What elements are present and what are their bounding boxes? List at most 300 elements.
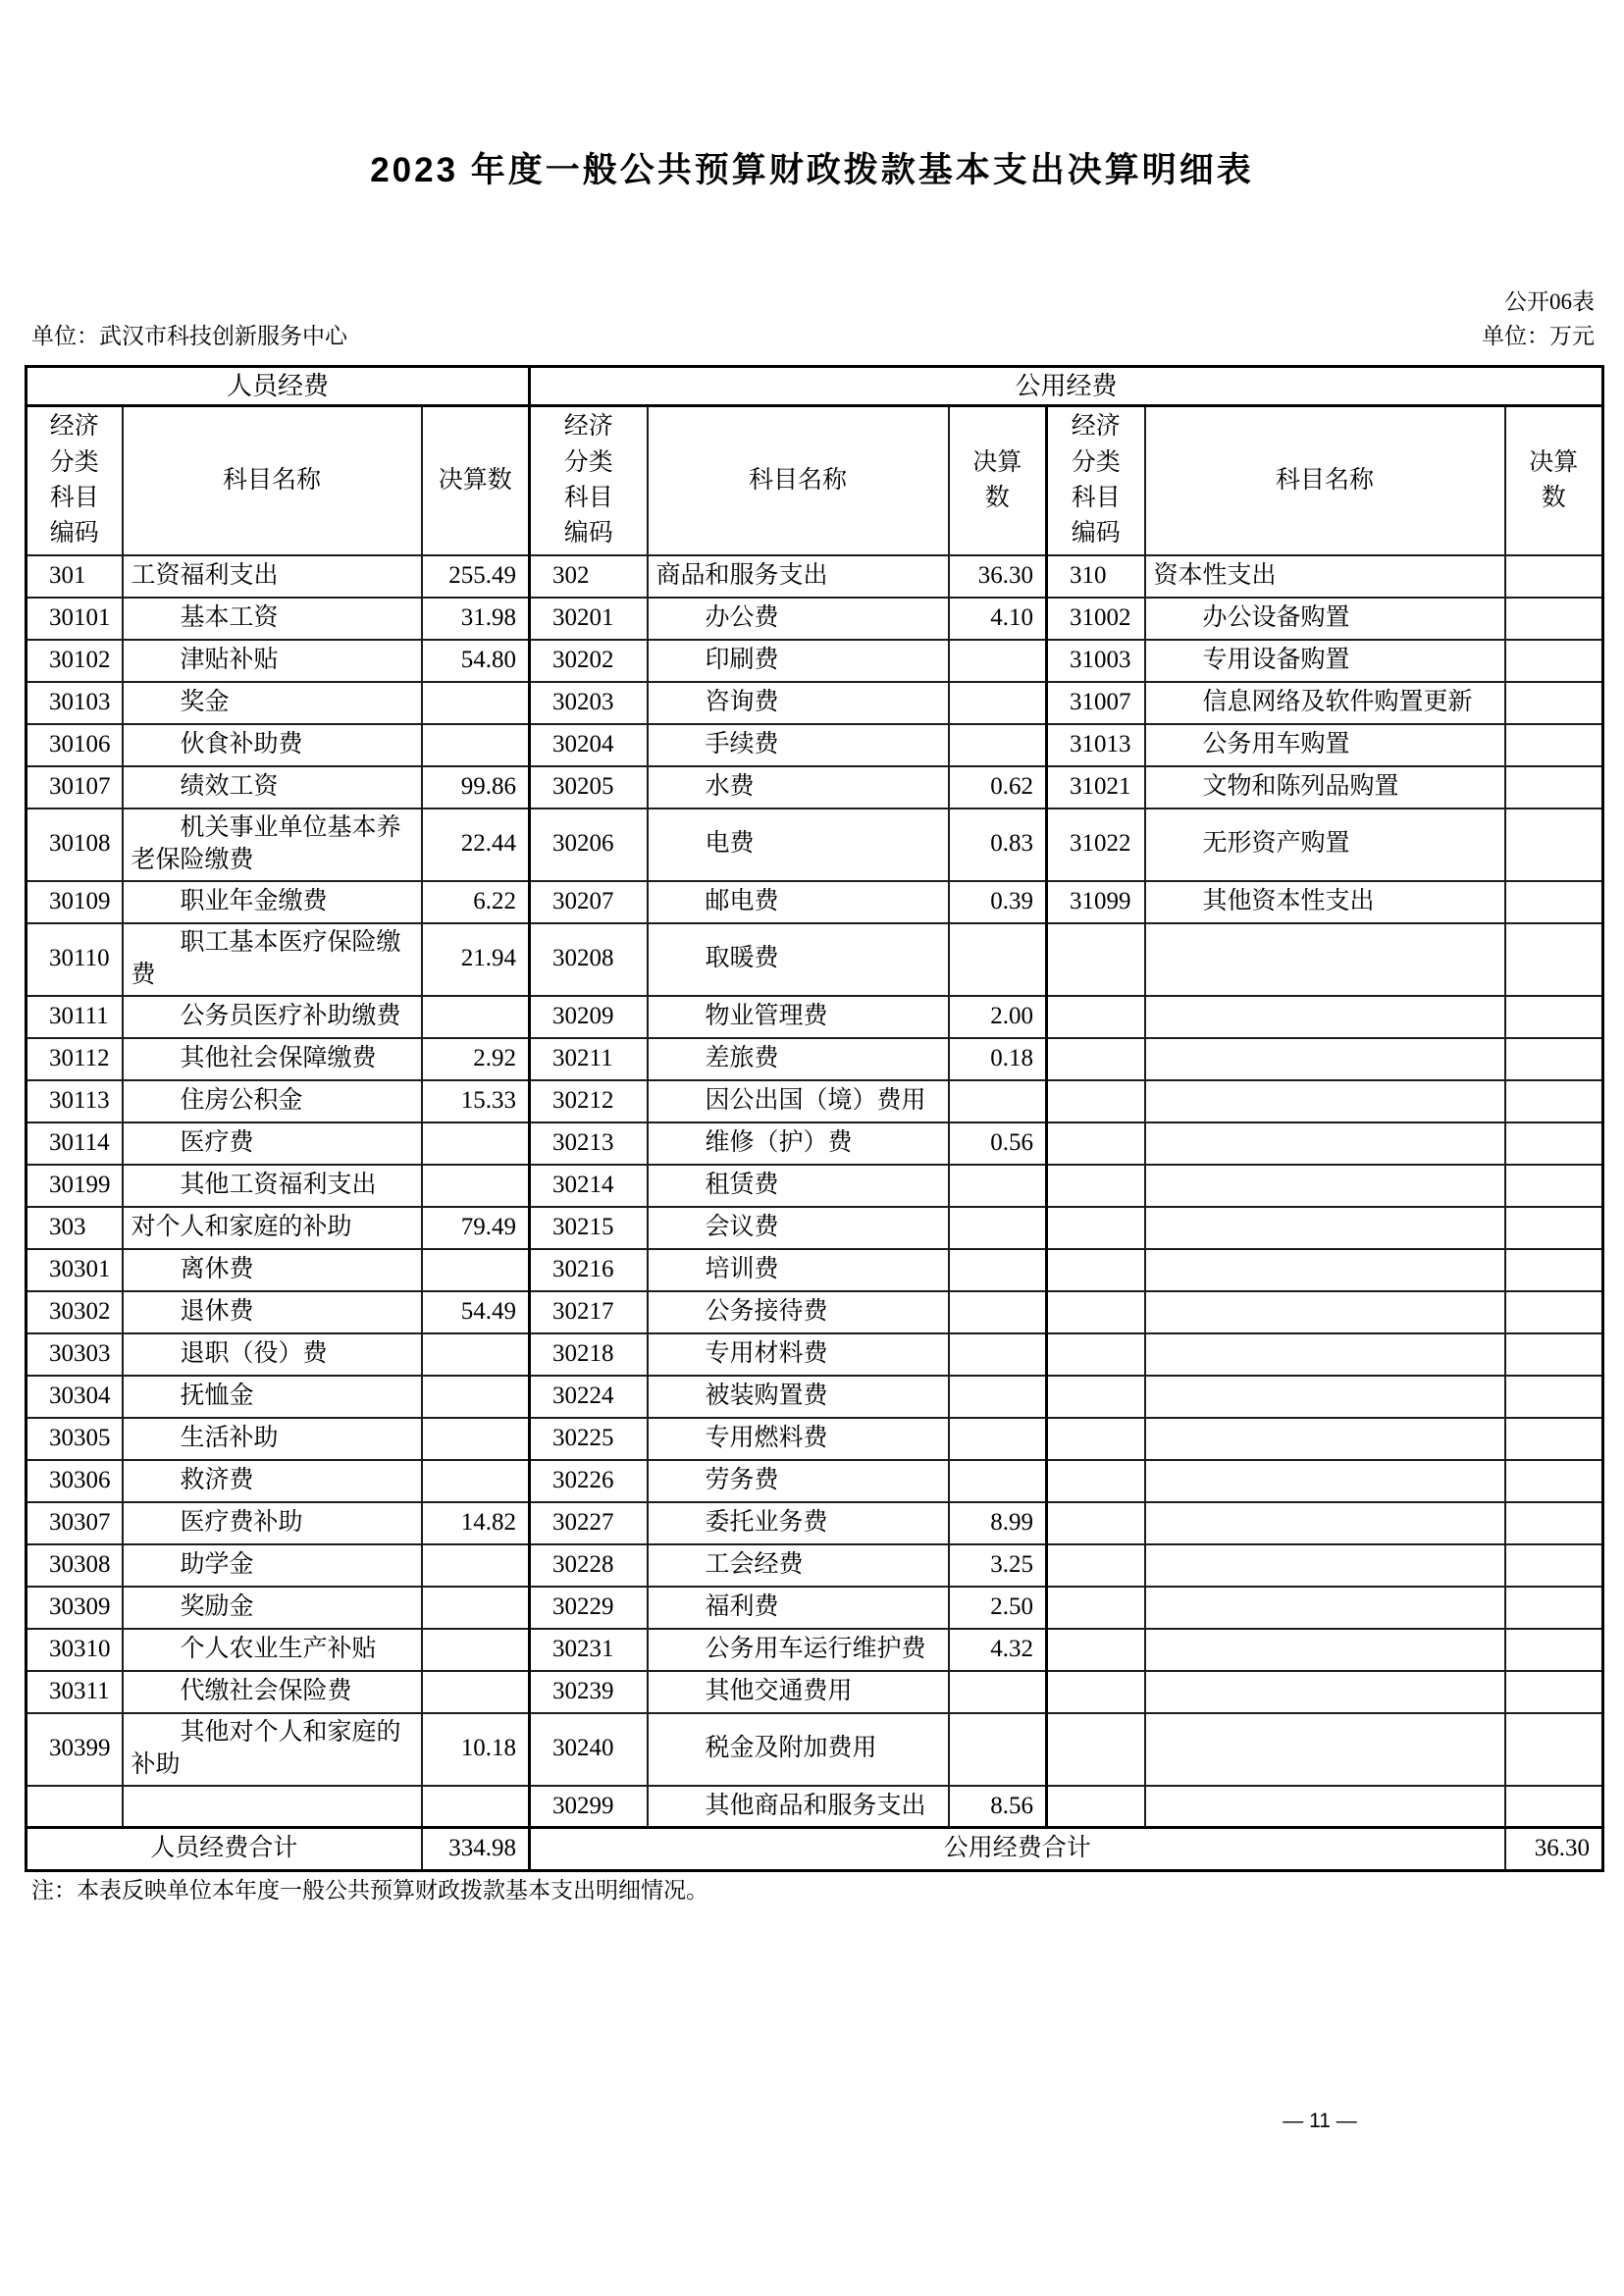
code-cell [1047, 923, 1145, 996]
code-cell: 30202 [530, 640, 648, 682]
amount-cell: 8.99 [949, 1502, 1047, 1544]
amount-cell [1505, 881, 1603, 923]
subject-cell: 伙食补助费 [123, 724, 422, 766]
code-cell: 30304 [26, 1376, 123, 1418]
amount-cell [949, 1460, 1047, 1502]
subject-cell: 医疗费 [123, 1122, 422, 1165]
code-cell [1047, 1713, 1145, 1786]
code-cell: 30303 [26, 1333, 123, 1376]
amount-cell: 31.98 [422, 598, 530, 640]
amount-cell [1505, 682, 1603, 724]
subject-cell: 奖励金 [123, 1587, 422, 1629]
subject-cell: 代缴社会保险费 [123, 1671, 422, 1713]
amount-cell: 14.82 [422, 1502, 530, 1544]
amount-cell: 4.10 [949, 598, 1047, 640]
code-cell: 30102 [26, 640, 123, 682]
amount-cell: 0.18 [949, 1038, 1047, 1080]
public-total-value: 36.30 [1505, 1828, 1603, 1871]
subject-cell: 公务用车运行维护费 [648, 1629, 949, 1671]
code-cell: 30308 [26, 1544, 123, 1587]
subject-cell: 印刷费 [648, 640, 949, 682]
subject-cell: 津贴补贴 [123, 640, 422, 682]
col-header-name-2: 科目名称 [648, 406, 949, 555]
code-cell [1047, 1038, 1145, 1080]
page-number: — 11 — [1283, 2110, 1357, 2132]
code-cell: 30310 [26, 1629, 123, 1671]
table-row [26, 1291, 1603, 1333]
amount-cell [422, 1671, 530, 1713]
code-cell [1047, 1291, 1145, 1333]
group-header-personnel: 人员经费 [26, 367, 530, 406]
amount-cell [949, 1671, 1047, 1713]
subject-cell [1145, 1544, 1505, 1587]
subject-cell: 其他商品和服务支出 [648, 1786, 949, 1828]
amount-cell [1505, 996, 1603, 1038]
code-cell: 30201 [530, 598, 648, 640]
subject-cell: 劳务费 [648, 1460, 949, 1502]
table-row [26, 1249, 1603, 1291]
amount-cell: 99.86 [422, 766, 530, 809]
amount-cell [422, 1418, 530, 1460]
subject-cell: 其他工资福利支出 [123, 1165, 422, 1207]
code-cell: 30216 [530, 1249, 648, 1291]
subject-cell: 办公设备购置 [1145, 598, 1505, 640]
table-row [26, 1038, 1603, 1080]
code-cell: 301 [26, 555, 123, 598]
subject-cell [1145, 996, 1505, 1038]
table-row [26, 555, 1603, 598]
subject-cell: 对个人和家庭的补助 [123, 1207, 422, 1249]
subject-cell: 医疗费补助 [123, 1502, 422, 1544]
table-row [26, 598, 1603, 640]
amount-cell: 0.83 [949, 809, 1047, 881]
code-cell: 30307 [26, 1502, 123, 1544]
amount-cell: 255.49 [422, 555, 530, 598]
code-cell: 30228 [530, 1544, 648, 1587]
amount-cell [422, 996, 530, 1038]
subject-cell [1145, 1165, 1505, 1207]
code-cell: 30215 [530, 1207, 648, 1249]
amount-cell [422, 1786, 530, 1828]
code-cell: 30229 [530, 1587, 648, 1629]
amount-cell [422, 1376, 530, 1418]
subject-cell: 退休费 [123, 1291, 422, 1333]
subject-cell: 其他社会保障缴费 [123, 1038, 422, 1080]
code-cell [1047, 1122, 1145, 1165]
amount-cell [1505, 1249, 1603, 1291]
amount-cell [422, 1165, 530, 1207]
code-cell [1047, 1080, 1145, 1122]
subject-cell: 委托业务费 [648, 1502, 949, 1544]
subject-cell [1145, 1080, 1505, 1122]
amount-cell [1505, 598, 1603, 640]
table-row [26, 1629, 1603, 1671]
amount-cell [1505, 1460, 1603, 1502]
personnel-total-value: 334.98 [422, 1828, 530, 1871]
code-cell: 31099 [1047, 881, 1145, 923]
col-header-amount-1: 决算数 [422, 406, 530, 555]
subject-cell: 助学金 [123, 1544, 422, 1587]
amount-cell [949, 724, 1047, 766]
amount-cell [1505, 1165, 1603, 1207]
group-header-public: 公用经费 [530, 367, 1603, 406]
amount-cell [1505, 923, 1603, 996]
amount-cell [949, 1418, 1047, 1460]
code-cell [1047, 1587, 1145, 1629]
subject-cell: 其他资本性支出 [1145, 881, 1505, 923]
code-cell: 310 [1047, 555, 1145, 598]
amount-cell [1505, 1713, 1603, 1786]
code-cell: 30399 [26, 1713, 123, 1786]
amount-cell [949, 1291, 1047, 1333]
col-header-amount-3: 决算数 [1505, 406, 1603, 555]
table-code-label: 公开06表 [1504, 289, 1595, 314]
amount-cell [1505, 1333, 1603, 1376]
amount-cell [949, 1165, 1047, 1207]
code-cell: 30299 [530, 1786, 648, 1828]
amount-cell: 54.49 [422, 1291, 530, 1333]
subject-cell [1145, 1629, 1505, 1671]
table-row [26, 1418, 1603, 1460]
subject-cell: 被装购置费 [648, 1376, 949, 1418]
amount-cell: 2.00 [949, 996, 1047, 1038]
code-cell: 30213 [530, 1122, 648, 1165]
col-header-name-3: 科目名称 [1145, 406, 1505, 555]
amount-cell [1505, 1080, 1603, 1122]
code-cell: 30217 [530, 1291, 648, 1333]
code-cell [1047, 1502, 1145, 1544]
subject-cell [1145, 1333, 1505, 1376]
table-row [26, 1080, 1603, 1122]
amount-cell: 2.50 [949, 1587, 1047, 1629]
table-row [26, 1502, 1603, 1544]
subject-cell [1145, 1460, 1505, 1502]
group-header-row [26, 367, 1603, 406]
amount-cell [1505, 1544, 1603, 1587]
code-cell: 31002 [1047, 598, 1145, 640]
subject-cell: 个人农业生产补贴 [123, 1629, 422, 1671]
code-cell: 30113 [26, 1080, 123, 1122]
amount-cell [949, 1080, 1047, 1122]
subject-cell [1145, 1671, 1505, 1713]
amount-cell [422, 1544, 530, 1587]
subject-cell: 信息网络及软件购置更新 [1145, 682, 1505, 724]
subject-cell: 专用燃料费 [648, 1418, 949, 1460]
amount-cell [949, 1249, 1047, 1291]
subject-cell: 维修（护）费 [648, 1122, 949, 1165]
subject-cell [1145, 1122, 1505, 1165]
code-cell: 302 [530, 555, 648, 598]
subject-cell: 邮电费 [648, 881, 949, 923]
amount-cell [949, 1333, 1047, 1376]
subject-cell: 无形资产购置 [1145, 809, 1505, 881]
subject-cell: 手续费 [648, 724, 949, 766]
subject-cell: 生活补助 [123, 1418, 422, 1460]
amount-cell: 15.33 [422, 1080, 530, 1122]
code-cell: 30231 [530, 1629, 648, 1671]
subject-cell: 差旅费 [648, 1038, 949, 1080]
subject-cell: 职业年金缴费 [123, 881, 422, 923]
subject-cell: 救济费 [123, 1460, 422, 1502]
code-cell: 30107 [26, 766, 123, 809]
table-row [26, 682, 1603, 724]
code-cell: 30211 [530, 1038, 648, 1080]
table-row [26, 766, 1603, 809]
col-header-code-1: 经济分类科目编码 [26, 406, 123, 555]
amount-cell [1505, 1376, 1603, 1418]
amount-cell: 10.18 [422, 1713, 530, 1786]
table-row [26, 996, 1603, 1038]
subject-cell: 咨询费 [648, 682, 949, 724]
subject-cell [1145, 1418, 1505, 1460]
subject-cell: 职工基本医疗保险缴费 [123, 923, 422, 996]
code-cell: 30218 [530, 1333, 648, 1376]
table-row [26, 724, 1603, 766]
code-cell [1047, 1207, 1145, 1249]
totals-row [26, 1828, 1603, 1871]
subject-cell: 离休费 [123, 1249, 422, 1291]
table-row [26, 1333, 1603, 1376]
code-cell [26, 1786, 123, 1828]
code-cell [1047, 1629, 1145, 1671]
amount-cell [422, 1333, 530, 1376]
code-cell: 30309 [26, 1587, 123, 1629]
code-cell: 30227 [530, 1502, 648, 1544]
subject-cell: 办公费 [648, 598, 949, 640]
col-header-amount-2: 决算数 [949, 406, 1047, 555]
code-cell: 30301 [26, 1249, 123, 1291]
code-cell: 30226 [530, 1460, 648, 1502]
code-cell: 30112 [26, 1038, 123, 1080]
code-cell: 30214 [530, 1165, 648, 1207]
amount-cell: 79.49 [422, 1207, 530, 1249]
code-cell [1047, 1460, 1145, 1502]
col-header-code-2: 经济分类科目编码 [530, 406, 648, 555]
code-cell: 31003 [1047, 640, 1145, 682]
subject-cell: 奖金 [123, 682, 422, 724]
subject-cell: 基本工资 [123, 598, 422, 640]
subject-cell [1145, 1502, 1505, 1544]
code-cell [1047, 1249, 1145, 1291]
table-row [26, 809, 1603, 881]
subject-cell: 公务用车购置 [1145, 724, 1505, 766]
table-row [26, 1165, 1603, 1207]
code-cell [1047, 996, 1145, 1038]
amount-cell [1505, 1291, 1603, 1333]
code-cell [1047, 1376, 1145, 1418]
subject-cell: 工会经费 [648, 1544, 949, 1587]
code-cell: 30209 [530, 996, 648, 1038]
subject-cell: 商品和服务支出 [648, 555, 949, 598]
code-cell: 30240 [530, 1713, 648, 1786]
subject-cell: 公务接待费 [648, 1291, 949, 1333]
amount-cell: 0.39 [949, 881, 1047, 923]
code-cell: 30207 [530, 881, 648, 923]
code-cell: 30101 [26, 598, 123, 640]
code-cell [1047, 1786, 1145, 1828]
code-cell: 30302 [26, 1291, 123, 1333]
subject-cell: 租赁费 [648, 1165, 949, 1207]
code-cell [1047, 1671, 1145, 1713]
table-row [26, 640, 1603, 682]
amount-cell [422, 1249, 530, 1291]
subject-cell [1145, 923, 1505, 996]
table-row [26, 1376, 1603, 1418]
amount-cell: 0.56 [949, 1122, 1047, 1165]
table-row [26, 1671, 1603, 1713]
amount-cell [1505, 555, 1603, 598]
amount-cell [422, 724, 530, 766]
code-cell: 30306 [26, 1460, 123, 1502]
subject-cell: 其他对个人和家庭的补助 [123, 1713, 422, 1786]
subject-cell: 税金及附加费用 [648, 1713, 949, 1786]
amount-cell: 6.22 [422, 881, 530, 923]
amount-cell [1505, 1629, 1603, 1671]
amount-cell [422, 1629, 530, 1671]
subject-cell: 资本性支出 [1145, 555, 1505, 598]
subject-cell: 会议费 [648, 1207, 949, 1249]
amount-cell [422, 1460, 530, 1502]
code-cell: 30108 [26, 809, 123, 881]
table-row [26, 1587, 1603, 1629]
amount-cell [949, 923, 1047, 996]
code-cell [1047, 1165, 1145, 1207]
code-cell: 30114 [26, 1122, 123, 1165]
code-cell: 30239 [530, 1671, 648, 1713]
personnel-total-label: 人员经费合计 [26, 1828, 422, 1871]
amount-cell: 22.44 [422, 809, 530, 881]
code-cell: 30203 [530, 682, 648, 724]
amount-cell: 21.94 [422, 923, 530, 996]
column-header-row [26, 406, 1603, 555]
amount-cell [1505, 640, 1603, 682]
amount-cell [1505, 1418, 1603, 1460]
amount-cell: 54.80 [422, 640, 530, 682]
subject-cell: 其他交通费用 [648, 1671, 949, 1713]
subject-cell: 专用材料费 [648, 1333, 949, 1376]
code-cell: 30206 [530, 809, 648, 881]
amount-cell [949, 640, 1047, 682]
amount-cell [1505, 1122, 1603, 1165]
subject-cell: 退职（役）费 [123, 1333, 422, 1376]
amount-cell [1505, 1587, 1603, 1629]
code-cell: 30205 [530, 766, 648, 809]
subject-cell: 工资福利支出 [123, 555, 422, 598]
table-row [26, 1207, 1603, 1249]
code-cell: 30103 [26, 682, 123, 724]
amount-cell [1505, 766, 1603, 809]
subject-cell: 因公出国（境）费用 [648, 1080, 949, 1122]
amount-cell [949, 1713, 1047, 1786]
subject-cell [1145, 1713, 1505, 1786]
amount-cell: 2.92 [422, 1038, 530, 1080]
table-row [26, 1460, 1603, 1502]
amount-cell [1505, 1207, 1603, 1249]
code-cell: 30225 [530, 1418, 648, 1460]
amount-cell: 36.30 [949, 555, 1047, 598]
reporting-unit-label: 单位：武汉市科技创新服务中心 [31, 324, 347, 348]
amount-cell [1505, 1038, 1603, 1080]
subject-cell [1145, 1207, 1505, 1249]
expenditure-detail-table [25, 365, 1604, 1872]
page-title: 2023 年度一般公共预算财政拨款基本支出决算明细表 [370, 151, 1254, 189]
amount-cell [949, 682, 1047, 724]
subject-cell [1145, 1786, 1505, 1828]
table-note: 注：本表反映单位本年度一般公共预算财政拨款基本支出明细情况。 [31, 1878, 708, 1903]
amount-cell [422, 682, 530, 724]
code-cell: 31022 [1047, 809, 1145, 881]
amount-cell [1505, 1786, 1603, 1828]
subject-cell: 水费 [648, 766, 949, 809]
subject-cell: 电费 [648, 809, 949, 881]
code-cell: 31007 [1047, 682, 1145, 724]
amount-cell: 0.62 [949, 766, 1047, 809]
public-total-label: 公用经费合计 [530, 1828, 1505, 1871]
subject-cell [1145, 1587, 1505, 1629]
amount-cell [1505, 1502, 1603, 1544]
amount-cell [1505, 809, 1603, 881]
subject-cell: 取暖费 [648, 923, 949, 996]
amount-cell: 4.32 [949, 1629, 1047, 1671]
code-cell: 30111 [26, 996, 123, 1038]
subject-cell: 物业管理费 [648, 996, 949, 1038]
subject-cell [123, 1786, 422, 1828]
col-header-name-1: 科目名称 [123, 406, 422, 555]
table-row [26, 1122, 1603, 1165]
subject-cell: 绩效工资 [123, 766, 422, 809]
subject-cell: 抚恤金 [123, 1376, 422, 1418]
subject-cell [1145, 1376, 1505, 1418]
col-header-code-3: 经济分类科目编码 [1047, 406, 1145, 555]
table-row [26, 923, 1603, 996]
code-cell [1047, 1333, 1145, 1376]
amount-cell: 3.25 [949, 1544, 1047, 1587]
subject-cell: 文物和陈列品购置 [1145, 766, 1505, 809]
subject-cell: 机关事业单位基本养老保险缴费 [123, 809, 422, 881]
subject-cell: 住房公积金 [123, 1080, 422, 1122]
code-cell: 31013 [1047, 724, 1145, 766]
amount-cell [949, 1207, 1047, 1249]
table-row [26, 1786, 1603, 1828]
code-cell: 30106 [26, 724, 123, 766]
code-cell: 30110 [26, 923, 123, 996]
code-cell: 303 [26, 1207, 123, 1249]
table-row [26, 881, 1603, 923]
code-cell: 30212 [530, 1080, 648, 1122]
amount-cell [422, 1587, 530, 1629]
code-cell: 30208 [530, 923, 648, 996]
currency-unit-label: 单位：万元 [1482, 324, 1595, 348]
amount-cell: 8.56 [949, 1786, 1047, 1828]
subject-cell: 公务员医疗补助缴费 [123, 996, 422, 1038]
code-cell: 30311 [26, 1671, 123, 1713]
amount-cell [1505, 1671, 1603, 1713]
code-cell [1047, 1544, 1145, 1587]
code-cell: 30109 [26, 881, 123, 923]
code-cell: 30199 [26, 1165, 123, 1207]
subject-cell [1145, 1291, 1505, 1333]
amount-cell [422, 1122, 530, 1165]
code-cell [1047, 1418, 1145, 1460]
amount-cell [1505, 724, 1603, 766]
table-row [26, 1544, 1603, 1587]
table-row [26, 1713, 1603, 1786]
code-cell: 30204 [530, 724, 648, 766]
subject-cell [1145, 1038, 1505, 1080]
subject-cell [1145, 1249, 1505, 1291]
amount-cell [949, 1376, 1047, 1418]
subject-cell: 福利费 [648, 1587, 949, 1629]
